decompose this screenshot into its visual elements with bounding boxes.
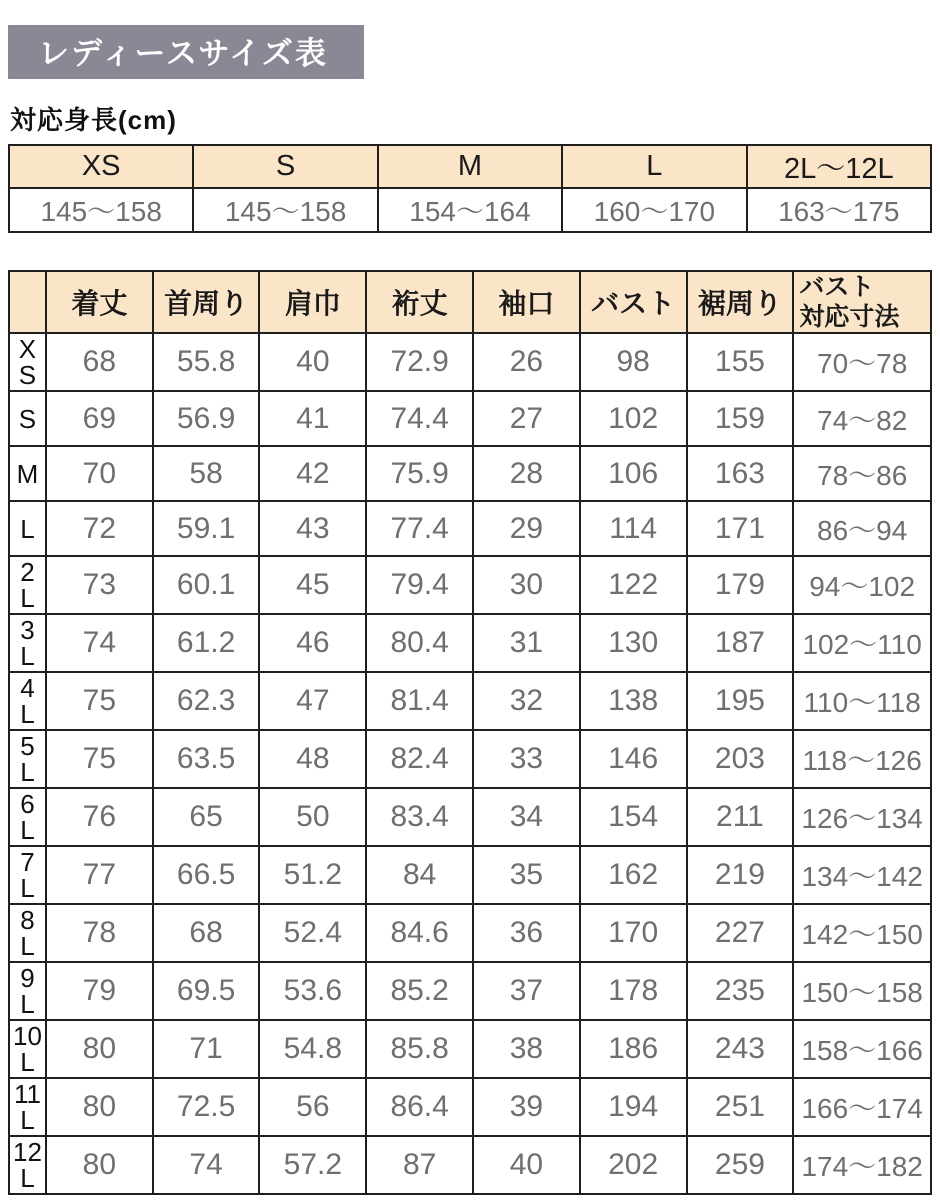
size-cell: 187	[687, 614, 794, 672]
height-col-header: S	[193, 145, 377, 188]
table-row	[9, 446, 931, 501]
size-col-header: 裾周り	[687, 271, 794, 333]
size-label-line: L	[20, 873, 35, 903]
size-cell: 159	[687, 391, 794, 446]
bust-header-line2: 対応寸法	[799, 303, 900, 331]
height-section-label: 対応身長(cm)	[10, 105, 177, 135]
size-label-line: L	[20, 699, 35, 729]
size-col-header-bust	[793, 271, 931, 333]
size-cell: 72.9	[366, 333, 473, 391]
table-row	[9, 1078, 931, 1136]
size-label-line: 7	[20, 847, 35, 877]
size-cell: 69	[46, 391, 153, 446]
size-cell: 55.8	[153, 333, 260, 391]
size-cell: 48	[259, 730, 366, 788]
size-cell: 122	[580, 556, 687, 614]
size-cell: 86〜94	[793, 501, 931, 556]
table-row	[9, 333, 931, 391]
size-cell: 33	[473, 730, 580, 788]
height-col-header: L	[562, 145, 746, 188]
size-cell: 80	[46, 1078, 153, 1136]
size-cell: 71	[153, 1020, 260, 1078]
size-label	[9, 501, 46, 556]
size-cell: 30	[473, 556, 580, 614]
size-cell: 162	[580, 846, 687, 904]
size-cell: 57.2	[259, 1136, 366, 1194]
size-cell: 45	[259, 556, 366, 614]
size-header-row	[9, 271, 931, 333]
height-range-cell: 145〜158	[9, 188, 193, 232]
size-label-line: 3	[20, 615, 35, 645]
size-cell: 77.4	[366, 501, 473, 556]
size-label-line: 11	[13, 1079, 41, 1109]
size-cell: 110〜118	[793, 672, 931, 730]
size-cell: 78〜86	[793, 446, 931, 501]
size-cell: 146	[580, 730, 687, 788]
size-cell: 179	[687, 556, 794, 614]
size-cell: 219	[687, 846, 794, 904]
table-row	[9, 730, 931, 788]
size-cell: 59.1	[153, 501, 260, 556]
size-label-line: 10	[13, 1021, 42, 1051]
size-cell: 60.1	[153, 556, 260, 614]
size-col-header: 袖口	[473, 271, 580, 333]
size-cell: 38	[473, 1020, 580, 1078]
size-cell: 28	[473, 446, 580, 501]
size-col-header: 裄丈	[366, 271, 473, 333]
size-cell: 138	[580, 672, 687, 730]
size-cell: 75.9	[366, 446, 473, 501]
size-cell: 74〜82	[793, 391, 931, 446]
size-cell: 34	[473, 788, 580, 846]
table-row	[9, 556, 931, 614]
size-cell: 56	[259, 1078, 366, 1136]
size-measurements-table	[8, 270, 932, 1195]
size-cell: 42	[259, 446, 366, 501]
size-cell: 58	[153, 446, 260, 501]
size-cell: 46	[259, 614, 366, 672]
table-row	[9, 1136, 931, 1194]
table-row	[9, 788, 931, 846]
size-cell: 106	[580, 446, 687, 501]
size-label-line: 5	[20, 731, 35, 761]
size-cell: 259	[687, 1136, 794, 1194]
size-cell: 142〜150	[793, 904, 931, 962]
size-cell: 102〜110	[793, 614, 931, 672]
size-cell: 126〜134	[793, 788, 931, 846]
size-cell: 203	[687, 730, 794, 788]
size-cell: 194	[580, 1078, 687, 1136]
size-cell: 84.6	[366, 904, 473, 962]
table-row	[9, 962, 931, 1020]
height-range-cell: 145〜158	[193, 188, 377, 232]
size-cell: 78	[46, 904, 153, 962]
size-cell: 61.2	[153, 614, 260, 672]
size-col-header: 肩巾	[259, 271, 366, 333]
height-header-row	[9, 145, 931, 188]
size-label-line: S	[18, 360, 37, 390]
size-cell: 65	[153, 788, 260, 846]
size-cell: 80.4	[366, 614, 473, 672]
size-label-line: L	[20, 1047, 35, 1077]
size-cell: 73	[46, 556, 153, 614]
size-cell: 68	[153, 904, 260, 962]
size-cell: 63.5	[153, 730, 260, 788]
size-label-line: L	[20, 757, 35, 787]
size-cell: 85.8	[366, 1020, 473, 1078]
size-cell: 86.4	[366, 1078, 473, 1136]
bust-header-line1: バスト	[799, 273, 875, 301]
size-cell: 75	[46, 730, 153, 788]
size-label	[9, 1136, 46, 1194]
size-cell: 75	[46, 672, 153, 730]
size-cell: 43	[259, 501, 366, 556]
size-label-line: L	[20, 931, 35, 961]
height-col-header: XS	[9, 145, 193, 188]
table-row	[9, 614, 931, 672]
table-row	[9, 846, 931, 904]
size-label	[9, 333, 46, 391]
size-cell: 47	[259, 672, 366, 730]
size-label	[9, 788, 46, 846]
size-cell: 80	[46, 1136, 153, 1194]
size-cell: 79	[46, 962, 153, 1020]
size-label	[9, 904, 46, 962]
size-cell: 150〜158	[793, 962, 931, 1020]
height-value-row	[9, 188, 931, 232]
size-label-line: X	[18, 334, 37, 364]
size-cell: 87	[366, 1136, 473, 1194]
size-cell: 155	[687, 333, 794, 391]
size-cell: 29	[473, 501, 580, 556]
size-cell: 134〜142	[793, 846, 931, 904]
table-row	[9, 1020, 931, 1078]
size-label-line: 6	[20, 789, 35, 819]
size-cell: 83.4	[366, 788, 473, 846]
page-title: レディースサイズ表	[8, 25, 364, 79]
size-cell: 53.6	[259, 962, 366, 1020]
height-range-cell: 163〜175	[747, 188, 931, 232]
size-label-line: 9	[20, 963, 35, 993]
size-cell: 130	[580, 614, 687, 672]
size-label-line: L	[20, 1105, 35, 1135]
size-cell: 62.3	[153, 672, 260, 730]
size-label	[9, 446, 46, 501]
size-cell: 54.8	[259, 1020, 366, 1078]
size-label-line: L	[20, 989, 35, 1019]
table-row	[9, 391, 931, 446]
size-cell: 171	[687, 501, 794, 556]
size-cell: 72	[46, 501, 153, 556]
size-label-line: 12	[13, 1137, 42, 1167]
size-cell: 114	[580, 501, 687, 556]
size-cell: 37	[473, 962, 580, 1020]
size-label	[9, 730, 46, 788]
size-label	[9, 962, 46, 1020]
size-label-line: 4	[20, 673, 35, 703]
size-cell: 31	[473, 614, 580, 672]
size-label-line: L	[20, 815, 35, 845]
size-label-line: L	[20, 583, 35, 613]
height-col-header: 2L〜12L	[747, 145, 931, 188]
size-cell: 52.4	[259, 904, 366, 962]
size-cell: 82.4	[366, 730, 473, 788]
size-label	[9, 1078, 46, 1136]
size-cell: 84	[366, 846, 473, 904]
size-cell: 251	[687, 1078, 794, 1136]
height-range-table	[8, 144, 932, 233]
height-range-cell: 160〜170	[562, 188, 746, 232]
size-cell: 40	[473, 1136, 580, 1194]
size-cell: 51.2	[259, 846, 366, 904]
size-cell: 158〜166	[793, 1020, 931, 1078]
size-cell: 195	[687, 672, 794, 730]
size-cell: 170	[580, 904, 687, 962]
size-cell: 56.9	[153, 391, 260, 446]
size-cell: 74	[153, 1136, 260, 1194]
size-cell: 41	[259, 391, 366, 446]
table-row	[9, 501, 931, 556]
size-cell: 70〜78	[793, 333, 931, 391]
height-range-cell: 154〜164	[378, 188, 562, 232]
size-label-line: S	[18, 403, 37, 434]
size-cell: 40	[259, 333, 366, 391]
size-cell: 154	[580, 788, 687, 846]
size-label-line: 8	[20, 905, 35, 935]
size-label	[9, 846, 46, 904]
table-row	[9, 904, 931, 962]
size-cell: 76	[46, 788, 153, 846]
size-cell: 26	[473, 333, 580, 391]
size-cell: 39	[473, 1078, 580, 1136]
size-label-line: 2	[20, 557, 35, 587]
size-cell: 186	[580, 1020, 687, 1078]
size-cell: 81.4	[366, 672, 473, 730]
size-cell: 118〜126	[793, 730, 931, 788]
size-cell: 178	[580, 962, 687, 1020]
size-cell: 202	[580, 1136, 687, 1194]
size-cell: 50	[259, 788, 366, 846]
size-cell: 102	[580, 391, 687, 446]
size-cell: 74	[46, 614, 153, 672]
size-cell: 79.4	[366, 556, 473, 614]
size-cell: 68	[46, 333, 153, 391]
size-cell: 74.4	[366, 391, 473, 446]
size-cell: 66.5	[153, 846, 260, 904]
size-cell: 211	[687, 788, 794, 846]
size-cell: 243	[687, 1020, 794, 1078]
size-cell: 174〜182	[793, 1136, 931, 1194]
size-label	[9, 391, 46, 446]
table-row	[9, 672, 931, 730]
size-cell: 70	[46, 446, 153, 501]
size-label-line: L	[20, 1163, 35, 1193]
size-cell: 36	[473, 904, 580, 962]
size-cell: 72.5	[153, 1078, 260, 1136]
size-label	[9, 556, 46, 614]
size-label-line: M	[16, 458, 39, 489]
size-cell: 27	[473, 391, 580, 446]
size-cell: 235	[687, 962, 794, 1020]
size-label	[9, 1020, 46, 1078]
size-cell: 163	[687, 446, 794, 501]
size-cell: 35	[473, 846, 580, 904]
size-label-line: L	[20, 641, 35, 671]
size-label-header	[9, 271, 46, 333]
size-cell: 32	[473, 672, 580, 730]
size-cell: 80	[46, 1020, 153, 1078]
size-col-header: バスト	[580, 271, 687, 333]
size-label	[9, 672, 46, 730]
size-cell: 85.2	[366, 962, 473, 1020]
size-table-body	[9, 333, 931, 1194]
size-label	[9, 614, 46, 672]
size-col-header: 着丈	[46, 271, 153, 333]
size-cell: 227	[687, 904, 794, 962]
size-cell: 98	[580, 333, 687, 391]
size-col-header: 首周り	[153, 271, 260, 333]
size-cell: 69.5	[153, 962, 260, 1020]
size-cell: 94〜102	[793, 556, 931, 614]
size-cell: 77	[46, 846, 153, 904]
size-cell: 166〜174	[793, 1078, 931, 1136]
height-col-header: M	[378, 145, 562, 188]
size-label-line: L	[20, 513, 35, 544]
